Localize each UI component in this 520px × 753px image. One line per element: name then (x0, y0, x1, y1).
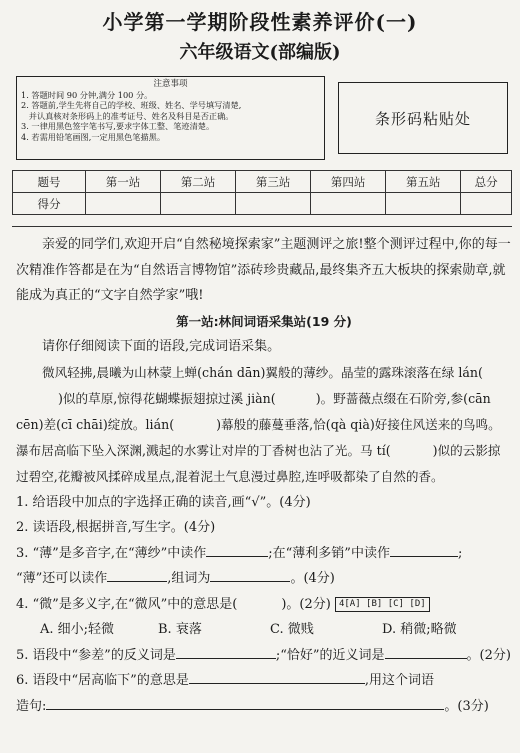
exam-title: 小学第一学期阶段性素养评价(一) (102, 10, 418, 34)
divider (12, 226, 512, 227)
notice-line: 2. 答题前,学生先将自己的学校、班级、姓名、学号填写清楚, (21, 100, 242, 111)
option-b[interactable]: B. 衰落 (158, 622, 202, 637)
section-title: 第一站:林间词语采集站(19 分) (176, 313, 352, 329)
answer-blank[interactable] (210, 567, 290, 582)
question-text: 造句: (16, 698, 47, 714)
notice-line: 4. 若需用铅笔画图,一定用黑色笔描黑。 (21, 131, 166, 142)
score-table (12, 170, 512, 215)
question-2: 2. 读语段,根据拼音,写生字。(4分) (16, 520, 216, 535)
answer-blank[interactable] (46, 695, 444, 710)
option-c[interactable]: C. 微贱 (270, 622, 314, 637)
question-text: 6. 语段中“居高临下”的意思是 (16, 673, 189, 688)
answer-blank[interactable] (174, 415, 216, 429)
question-text: 。(3分) (444, 698, 489, 714)
score-cell[interactable] (386, 193, 461, 215)
question-6 (16, 668, 512, 694)
question-text: ;在“薄利多销”中读作 (268, 545, 390, 561)
score-table-header-row (13, 171, 512, 193)
exam-body (16, 232, 512, 719)
reading-passage (16, 360, 512, 490)
option-a[interactable]: A. 细小;轻微 (40, 622, 115, 637)
question-text: ,组词为 (167, 571, 211, 586)
answer-blank[interactable] (107, 567, 167, 582)
score-table-row (13, 193, 512, 215)
score-header-cell: 题号 (13, 171, 86, 193)
question-5 (16, 643, 512, 669)
intro-paragraph: 亲爱的同学们,欢迎开启“自然秘境探索家”主题测评之旅!整个测评过程中,你的每一次精准作答都是在为“自然语言博物馆”添砖珍贵藏品,最终集齐五大板块的探索勋章,就能成为真正的“文字自然学家”哦! (16, 237, 511, 303)
question-text: ;“恰好”的近义词是 (275, 647, 385, 663)
answer-option-box[interactable]: 4[A] [B] [C] [D] (335, 597, 430, 612)
passage-text: 微风轻拂,晨曦为山林蒙上蝉(chán dān)翼般的薄纱。晶莹的露珠滚落在绿 lán( (42, 364, 483, 380)
answer-blank[interactable] (385, 644, 467, 659)
barcode-area: 条形码粘贴处 (338, 82, 508, 154)
passage-text: )似的云影掠过碧空,花瓣被风揉碎成星点,混着泥土气息漫过鼻腔,连呼吸都染了自然的香。 (16, 442, 501, 484)
question-3-cont (16, 566, 512, 592)
score-row-label: 得分 (13, 193, 86, 215)
answer-blank[interactable] (390, 542, 458, 557)
question-text: 3. “薄”是多音字,在“薄纱”中读作 (16, 545, 207, 561)
question-3 (16, 541, 512, 567)
score-header-cell: 总分 (461, 171, 512, 193)
score-cell[interactable] (461, 193, 512, 215)
question-text: 4. “微”是多义字,在“微风”中的意思是( (16, 596, 238, 612)
question-text: ,用这个词语 (364, 673, 434, 688)
exam-subtitle: 六年级语文(部编版) (179, 42, 341, 63)
score-cell[interactable] (311, 193, 386, 215)
answer-blank[interactable] (176, 644, 276, 659)
question-text: )。(2分) (281, 596, 331, 612)
score-cell[interactable] (236, 193, 311, 215)
question-4-options (16, 617, 512, 643)
answer-blank[interactable] (391, 441, 433, 455)
notice-line: 1. 答题时间 90 分钟,满分 100 分。 (21, 89, 153, 100)
score-header-cell: 第二站 (161, 171, 236, 193)
score-header-cell: 第一站 (86, 171, 161, 193)
notice-title: 注意事项 (153, 79, 188, 89)
question-text: 5. 语段中“参差”的反义词是 (16, 647, 176, 663)
answer-blank[interactable] (206, 542, 268, 557)
answer-blank[interactable] (276, 389, 316, 403)
question-6-cont (16, 694, 512, 720)
question-text: 。(4分) (290, 571, 335, 586)
score-cell[interactable] (161, 193, 236, 215)
passage-text: )。野蔷薇点缀在石阶旁,参(cān cēn)差(cī chāi)绽放。lián( (16, 390, 491, 432)
passage-text: )似的草原,惊得花蝴蝶振翅掠过溪 jiàn( (58, 390, 276, 406)
option-d[interactable]: D. 稍微;略微 (382, 622, 457, 637)
passage-text: )幕般的藤蔓垂落,恰(qà qià)好接住风送来的鸟鸣。瀑布居高临下坠入深渊,溅起的水雾让对岸的丁香树也沾了光。马 tí( (16, 416, 501, 458)
notice-line: 3. 一律用黑色签字笔书写,要求字体工整、笔迹清楚。 (21, 121, 215, 132)
question-4 (16, 592, 512, 618)
question-text: ; (457, 545, 463, 561)
score-header-cell: 第四站 (311, 171, 386, 193)
question-text: 。(2分) (466, 647, 511, 663)
question-1: 1. 给语段中加点的字选择正确的读音,画“√”。(4分) (16, 494, 311, 510)
answer-blank[interactable] (16, 389, 58, 403)
question-text: “薄”还可以读作 (16, 571, 108, 586)
notice-line: 并认真核对条形码上的准考证号、姓名及科目是否正确。 (21, 110, 234, 121)
notice-box (16, 76, 325, 160)
score-header-cell: 第五站 (386, 171, 461, 193)
score-cell[interactable] (86, 193, 161, 215)
answer-blank[interactable] (189, 669, 365, 684)
score-header-cell: 第三站 (236, 171, 311, 193)
section-instruction: 请你仔细阅读下面的语段,完成词语采集。 (42, 339, 281, 354)
